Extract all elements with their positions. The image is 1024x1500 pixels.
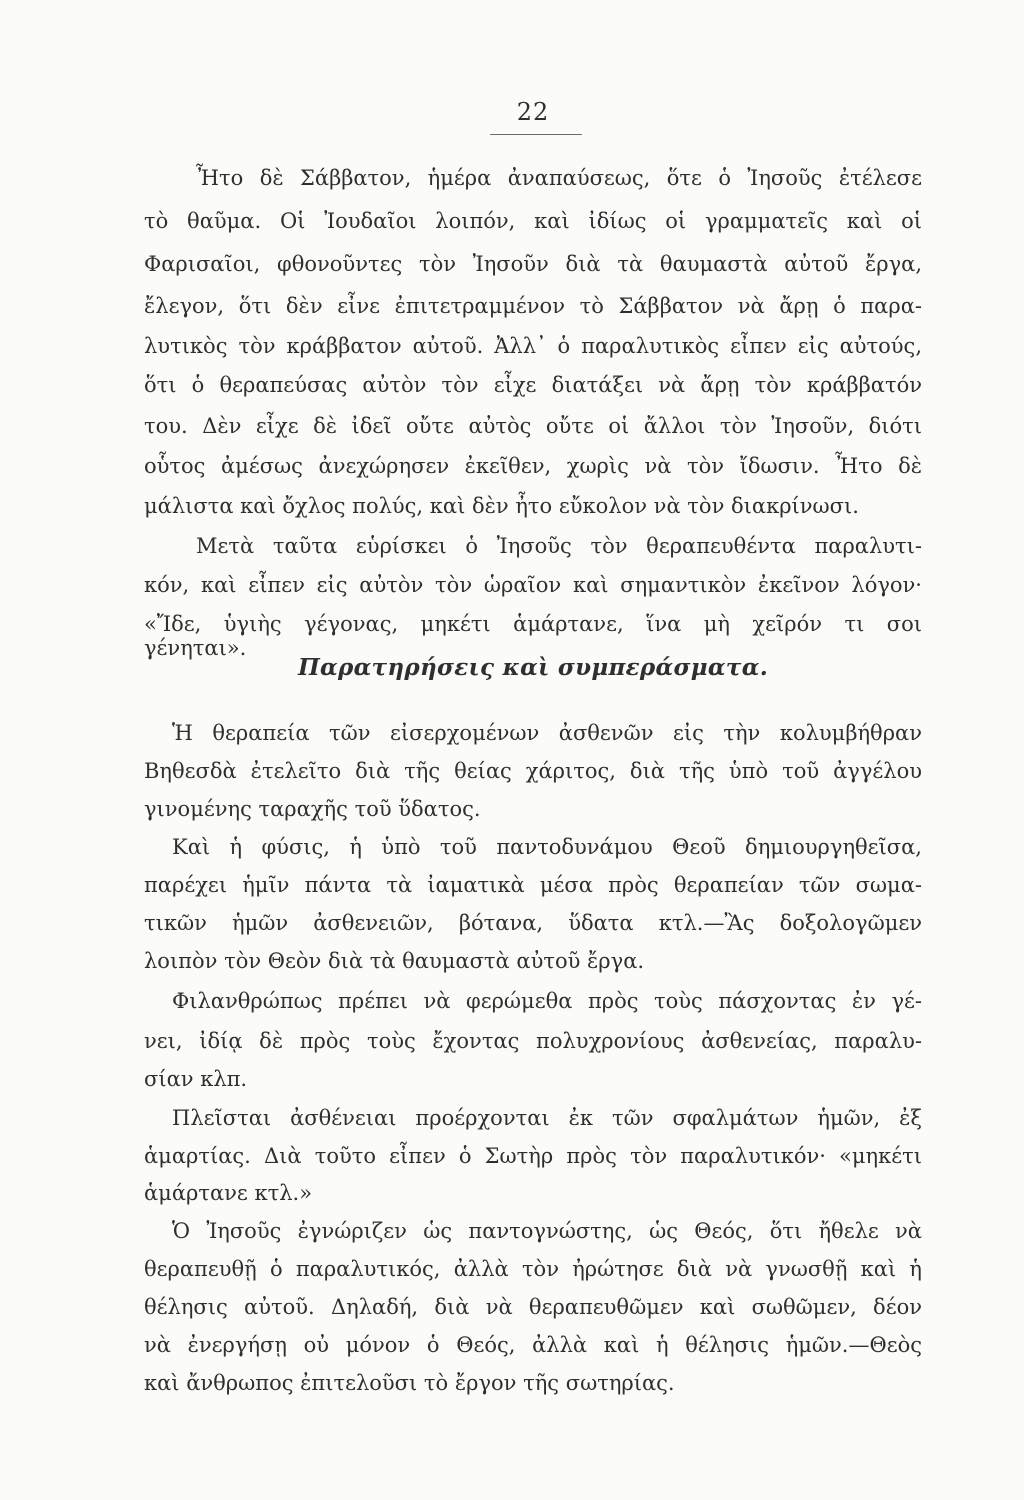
text-line: Μετὰ ταῦτα εὑρίσκει ὁ Ἰησοῦς τὸν θεραπευθέντα παραλυτι- — [196, 534, 922, 558]
text-line: λοιπὸν τὸν Θεὸν διὰ τὰ θαυμαστὰ αὐτοῦ ἔργα. — [144, 949, 645, 973]
text-line: Ἡ θεραπεία τῶν εἰσερχομένων ἀσθενῶν εἰς τὴν κολυμβήθραν — [172, 721, 922, 745]
text-line: Βηθεσδὰ ἐτελεῖτο διὰ τῆς θείας χάριτος, διὰ τῆς ὑπὸ τοῦ ἀγγέλου — [144, 759, 922, 783]
text-line: Πλεῖσται ἀσθένειαι προέρχονται ἐκ τῶν σφαλμάτων ἡμῶν, ἐξ — [172, 1106, 922, 1130]
text-line: θεραπευθῇ ὁ παραλυτικός, ἀλλὰ τὸν ἠρώτησε διὰ νὰ γνωσθῇ καὶ ἡ — [144, 1257, 922, 1281]
text-line: κόν, καὶ εἶπεν εἰς αὐτὸν τὸν ὡραῖον καὶ σημαντικὸν ἐκεῖνον λόγον· — [144, 573, 922, 597]
page-number: 22 — [516, 98, 550, 126]
text-line: γινομένης ταραχῆς τοῦ ὕδατος. — [144, 797, 481, 821]
text-line: «Ἴδε, ὑγιὴς γέγονας, μηκέτι ἁμάρτανε, ἵνα μὴ χεῖρόν τι σοι — [144, 612, 922, 636]
text-line: τικῶν ἡμῶν ἀσθενειῶν, βότανα, ὕδατα κτλ.—Ἂς δοξολογῶμεν — [144, 911, 922, 935]
text-line: οὗτος ἀμέσως ἀνεχώρησεν ἐκεῖθεν, χωρὶς νὰ τὸν ἴδωσιν. Ἦτο δὲ — [144, 454, 922, 478]
page-number-rule — [490, 134, 582, 135]
text-line: ἁμαρτίας. Διὰ τοῦτο εἶπεν ὁ Σωτὴρ πρὸς τὸν παραλυτικόν· «μηκέτι — [144, 1144, 922, 1168]
text-line: λυτικὸς τὸν κράββατον αὐτοῦ. Ἀλλ᾽ ὁ παραλυτικὸς εἶπεν εἰς αὐτούς, — [144, 334, 922, 358]
text-line: τὸ θαῦμα. Οἱ Ἰουδαῖοι λοιπόν, καὶ ἰδίως οἱ γραμματεῖς καὶ οἱ — [144, 209, 922, 233]
text-line: νει, ἰδίᾳ δὲ πρὸς τοὺς ἔχοντας πολυχρονίους ἀσθενείας, παραλυ- — [144, 1029, 922, 1053]
text-line: Φιλανθρώπως πρέπει νὰ φερώμεθα πρὸς τοὺς πάσχοντας ἐν γέ- — [172, 989, 922, 1013]
text-line: του. Δὲν εἶχε δὲ ἰδεῖ οὔτε αὐτὸς οὔτε οἱ ἄλλοι τὸν Ἰησοῦν, διότι — [144, 414, 922, 438]
text-line: ἁμάρτανε κτλ.» — [144, 1181, 313, 1205]
text-line: Φαρισαῖοι, φθονοῦντες τὸν Ἰησοῦν διὰ τὰ θαυμαστὰ αὐτοῦ ἔργα, — [144, 252, 922, 276]
text-line: νὰ ἐνεργήσῃ οὐ μόνον ὁ Θεός, ἀλλὰ καὶ ἡ θέλησις ἡμῶν.—Θεὸς — [144, 1333, 922, 1357]
text-line: ἔλεγον, ὅτι δὲν εἶνε ἐπιτετραμμένον τὸ Σάββατον νὰ ἄρῃ ὁ παρα- — [144, 294, 922, 318]
section-heading: Παρατηρήσεις καὶ συμπεράσματα. — [297, 654, 769, 681]
text-line: καὶ ἄνθρωπος ἐπιτελοῦσι τὸ ἔργον τῆς σωτηρίας. — [144, 1371, 675, 1395]
text-line: ὅτι ὁ θεραπεύσας αὐτὸν τὸν εἶχε διατάξει νὰ ἄρῃ τὸν κράββατόν — [144, 373, 922, 397]
text-line: θέλησις αὐτοῦ. Δηλαδή, διὰ νὰ θεραπευθῶμεν καὶ σωθῶμεν, δέον — [144, 1295, 922, 1319]
text-line: Ὁ Ἰησοῦς ἐγνώριζεν ὡς παντογνώστης, ὡς Θεός, ὅτι ἤθελε νὰ — [172, 1219, 922, 1243]
text-line: μάλιστα καὶ ὄχλος πολύς, καὶ δὲν ἦτο εὔκολον νὰ τὸν διακρίνωσι. — [144, 494, 859, 518]
text-line: γένηται». — [144, 636, 247, 660]
text-line: σίαν κλπ. — [144, 1067, 248, 1091]
text-line: Ἦτο δὲ Σάββατον, ἡμέρα ἀναπαύσεως, ὅτε ὁ Ἰησοῦς ἐτέλεσε — [196, 166, 922, 190]
text-line: Καὶ ἡ φύσις, ἡ ὑπὸ τοῦ παντοδυνάμου Θεοῦ δημιουργηθεῖσα, — [172, 835, 922, 859]
text-line: παρέχει ἡμῖν πάντα τὰ ἰαματικὰ μέσα πρὸς θεραπείαν τῶν σωμα- — [144, 873, 922, 897]
